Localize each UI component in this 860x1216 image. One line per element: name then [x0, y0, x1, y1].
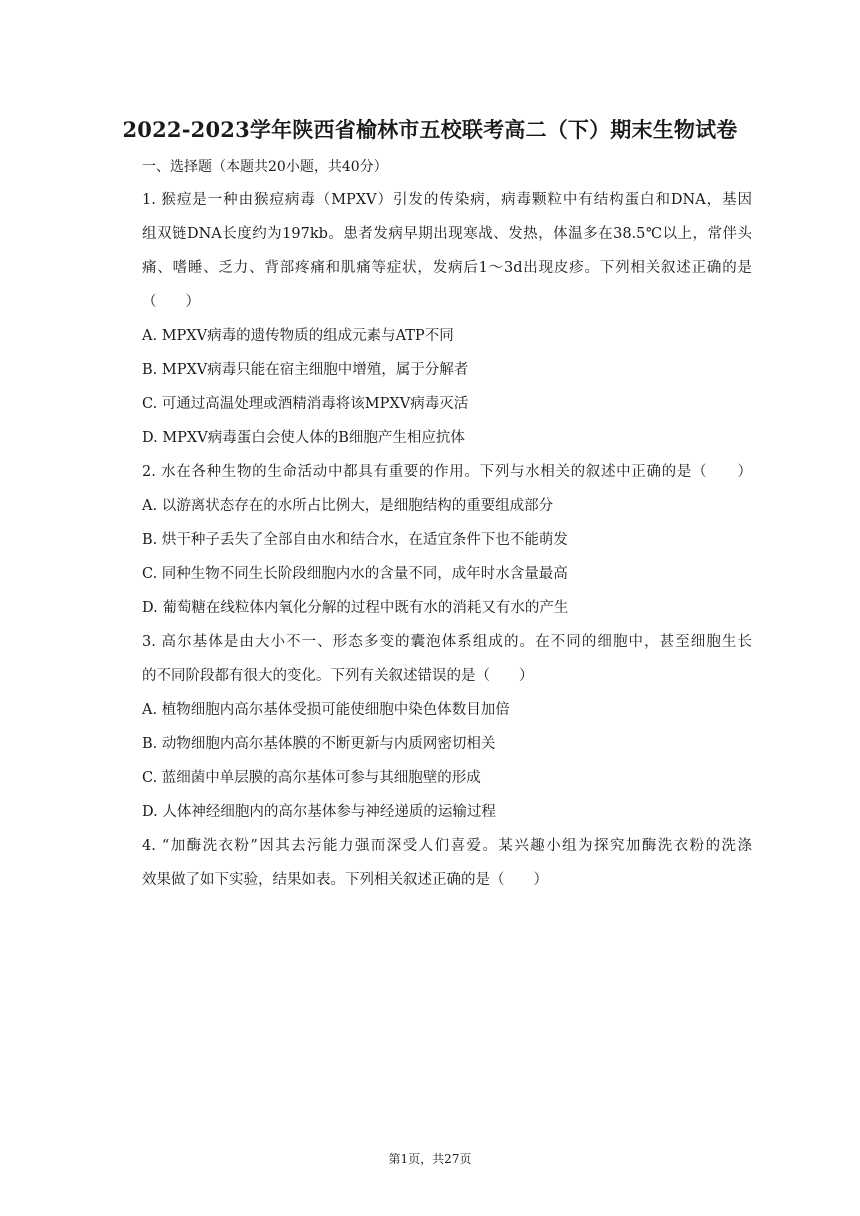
question-2-options — [142, 489, 752, 625]
question-4-stem — [142, 829, 752, 897]
question-3-options — [142, 693, 752, 829]
question-line: 效果做了如下实验，结果如表。下列相关叙述正确的是（ ） — [142, 872, 548, 888]
question-1-options — [142, 319, 752, 455]
answer-bracket: （ ） — [142, 294, 200, 310]
question-3-stem — [142, 625, 752, 693]
page-number: 第1页，共27页 — [388, 1152, 472, 1166]
question-line: 1. 猴痘是一种由猴痘病毒（MPXV）引发的传染病，病毒颗粒中有结构蛋白和DNA，基因 — [142, 192, 752, 208]
page-title: 2022-2023学年陕西省榆林市五校联考高二（下）期末生物试卷 — [122, 117, 738, 142]
question-line: 3. 高尔基体是由大小不一、形态多变的囊泡体系组成的。在不同的细胞中，甚至细胞生长 — [142, 634, 752, 650]
question-line: 2. 水在各种生物的生命活动中都具有重要的作用。下列与水相关的叙述中正确的是（ ） — [142, 464, 752, 480]
option-a: A. 植物细胞内高尔基体受损可能使细胞中染色体数目加倍 — [142, 702, 510, 718]
option-b: B. 动物细胞内高尔基体膜的不断更新与内质网密切相关 — [142, 736, 496, 752]
question-line: 组双链DNA长度约为197kb。患者发病早期出现寒战、发热，体温多在38.5℃以上，常伴头 — [142, 226, 752, 242]
option-d: D. MPXV病毒蛋白会使人体的B细胞产生相应抗体 — [142, 430, 465, 446]
question-1-stem — [142, 183, 752, 319]
option-d: D. 人体神经细胞内的高尔基体参与神经递质的运输过程 — [142, 804, 496, 820]
option-a: A. MPXV病毒的遗传物质的组成元素与ATP不同 — [142, 328, 454, 344]
option-c: C. 蓝细菌中单层膜的高尔基体可参与其细胞壁的形成 — [142, 770, 481, 786]
option-c: C. 同种生物不同生长阶段细胞内水的含量不同，成年时水含量最高 — [142, 566, 568, 582]
question-2-stem — [142, 455, 752, 489]
question-line: 4. “加酶洗衣粉”因其去污能力强而深受人们喜爱。某兴趣小组为探究加酶洗衣粉的洗涤 — [142, 838, 752, 854]
question-line: 的不同阶段都有很大的变化。下列有关叙述错误的是（ ） — [142, 668, 534, 684]
option-c: C. 可通过高温处理或酒精消毒将该MPXV病毒灭活 — [142, 396, 469, 412]
option-a: A. 以游离状态存在的水所占比例大，是细胞结构的重要组成部分 — [142, 498, 554, 514]
option-b: B. 烘干种子丢失了全部自由水和结合水，在适宜条件下也不能萌发 — [142, 532, 568, 548]
option-b: B. MPXV病毒只能在宿主细胞中增殖，属于分解者 — [142, 362, 469, 378]
option-d: D. 葡萄糖在线粒体内氧化分解的过程中既有水的消耗又有水的产生 — [142, 600, 569, 616]
question-line: 痛、嗜睡、乏力、背部疼痛和肌痛等症状，发病后1～3d出现皮疹。下列相关叙述正确的是 — [142, 260, 752, 276]
section-heading: 一、选择题（本题共20小题，共40分） — [142, 159, 388, 175]
